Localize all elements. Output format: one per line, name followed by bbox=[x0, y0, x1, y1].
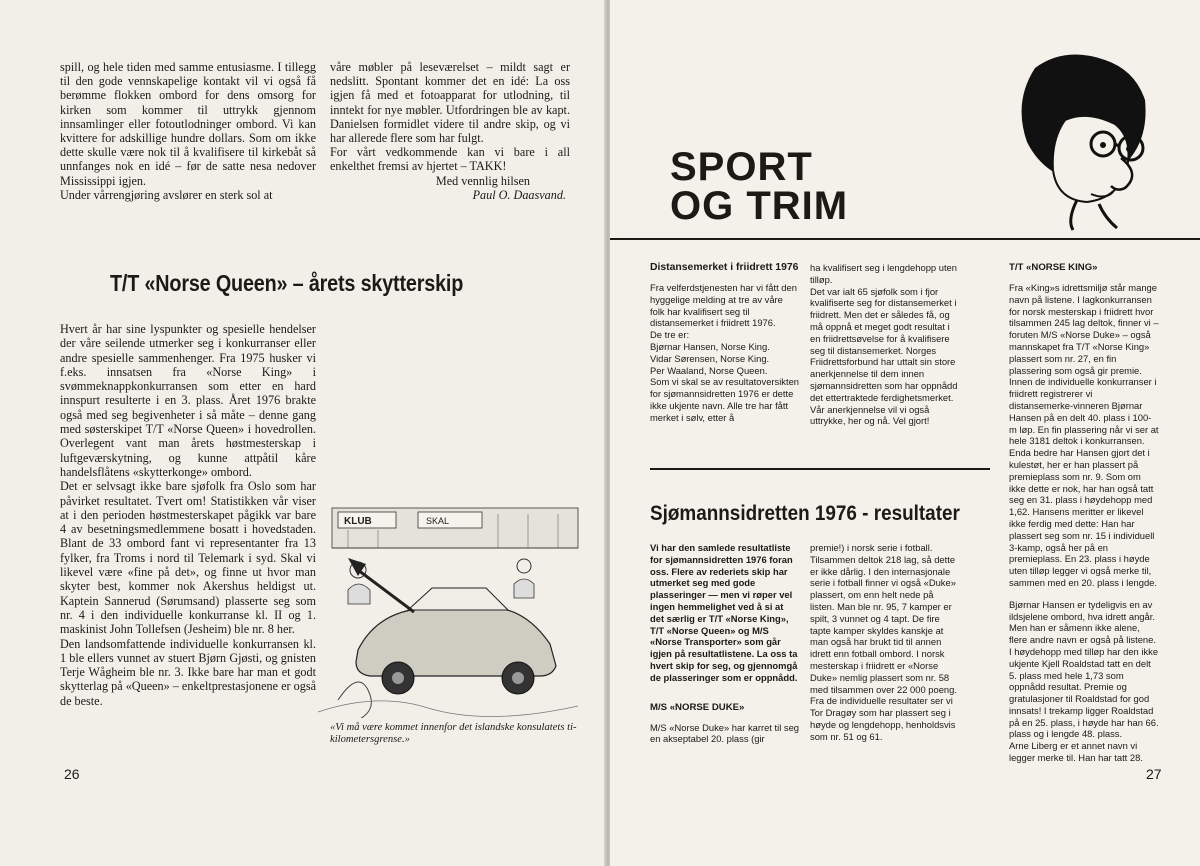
article-rule bbox=[650, 468, 990, 470]
results-col-1 bbox=[650, 542, 800, 745]
paragraph: Vår anerkjennelse vil vi også uttrykke, her og nå. Vel gjort! bbox=[810, 403, 930, 427]
illustration-caption: «Vi må være kommet innenfor det islandske konsulatets ti-kilometersgrense.» bbox=[330, 722, 577, 746]
title-line: OG TRIM bbox=[670, 184, 849, 228]
title-line: SPORT bbox=[670, 145, 813, 189]
article-body bbox=[60, 322, 316, 708]
left-col-1 bbox=[60, 60, 316, 202]
cartoon-car-illustration bbox=[318, 500, 586, 718]
paragraph: premie!) i norsk serie i fotball. bbox=[810, 542, 933, 553]
article-headline: T/T «Norse Queen» – årets skytterskip bbox=[110, 270, 464, 296]
distanse-article bbox=[650, 262, 800, 424]
results-headline: Sjømannsidretten 1976 - resultater bbox=[650, 502, 960, 525]
left-col-2 bbox=[330, 60, 570, 202]
section-title bbox=[670, 145, 849, 228]
signature: Paul O. Daasvand. bbox=[472, 187, 566, 202]
paragraph: For vårt vedkommende kan vi bare i all enkelthet fremsi av hjertet – TAKK! bbox=[330, 145, 570, 174]
signoff: Med vennlig hilsen bbox=[435, 173, 530, 188]
paragraph: ha kvalifisert seg i lengdehopp uten tilløp. bbox=[810, 262, 957, 285]
page-number: 26 bbox=[64, 766, 80, 782]
results-intro: Vi har den samlede resultatliste for sjømannsidretten 1976 foran oss. Flere av rederiets skip har utmerket seg med gode plasseringer — men vi røper vel ingen hemmelighet ved å si at det særlig er T/T «Norse King», T/T «Norse Queen» og M/S «Norse Transporter» som går igjen på resultatlistene. La oss ta hvert skip for seg, og gjennomgå de plasseringer som er oppnådd. bbox=[650, 542, 798, 683]
subheading: T/T «NORSE KING» bbox=[1009, 262, 1098, 273]
paragraph: Bjørnar Hansen, Norse King. bbox=[650, 340, 770, 352]
king-article bbox=[1009, 262, 1159, 764]
sign-text-2: SKAL bbox=[426, 516, 450, 526]
king-text bbox=[1009, 282, 1159, 764]
paragraph: Det var ialt 65 sjøfolk som i fjor kvalifiserte seg for distansemerket i friidrett. Men det er således få, og må oppnå et meget godt resultat i en friidrettsøvelse for å kvalifisere seg til distansemerket. Norges Friidrettsforbund har uttalt sin store anerkjennelse til dem innen sjømannsidretten som har oppnådd det ettertraktede ferdighetsmerket. bbox=[810, 285, 958, 403]
paragraph: spill, og hele tiden med samme entusiasme. I tillegg til den gode vennskapelige kontakt vil vi også få berømme flokken ombord for dens omsorg for kirken som kommer til uttrykk gjennom innsamlinger eller fotoutlodninger ombord. Vi kan kvittere for adskillige hundre dollars. Som om ikke dette skulle være nok til å kvalifisere til kirkebåt så unnfanges nok en idé – før de satte nesa nedover Mississippi igjen. bbox=[60, 60, 316, 188]
paragraph: Bjørnar Hansen er tydeligvis en av ildsjelene ombord, hva idrett angår. Men han er såmenn ikke alene, flere andre navn er også på listene. I høydehopp med tilløp har den ikke ukjente Kjell Roaldstad tatt en delt 5. plass med hele 1,73 som oppnådd resultat. Premie og gratulasjoner til Roaldstad for god innsats! I trekamp ligger Roaldstad på en 25. plass, i høyde har han 66. plass og i lengde 48. plass. bbox=[1009, 598, 1159, 740]
paragraph: Den landsomfattende individuelle konkurransen kl. 1 ble ellers vunnet av stuert Bjørn Gjøsti, og gnisten Terje Wågheim ble nr. 3. Ikke bare har man et godt skytterlag på «Queen» – enkeltprestasjonene er også de beste. bbox=[60, 636, 316, 708]
paragraph: Hvert år har sine lyspunkter og spesielle hendelser der våre seilende utmerker seg i konkurranser eller andre spesielle sammenhenger. Fra 1975 husker vi f.eks. innsatsen fra «Norse King» i svømmeknappkonkurransen som etter en hard innspurt resulterte i en 3. plass. Året 1976 brakte også med seg begivenheter i så måte – denne gang med søsterskipet T/T «Norse Queen» i hovedrollen. Overlegent vant man årets høstmesterskap i luftgeværskytning, og kunne attpåtil kåre handelsflåtens «skytterkonge» ombord. bbox=[60, 322, 316, 479]
sign-text: KLUB bbox=[344, 516, 372, 527]
subheading: Distansemerket i friidrett 1976 bbox=[650, 262, 799, 273]
subheading: M/S «NORSE DUKE» bbox=[650, 701, 745, 713]
paragraph: Arne Liberg er et annet navn vi legger merke til. Han har tatt 28. bbox=[1009, 740, 1143, 764]
page-number: 27 bbox=[1146, 766, 1162, 782]
paragraph: Vidar Sørensen, Norse King. bbox=[650, 352, 770, 364]
right-page bbox=[610, 0, 1200, 866]
paragraph: Som vi skal se av resultatoversikten for sjømannsidretten 1976 er dette ikke ukjente navn. Alle tre har fått merket i sølv, etter å bbox=[650, 376, 800, 423]
paragraph: Tilsammen deltok 218 lag, så dette er ikke dårlig. I den internasjonale serie i fotball finner vi også «Duke» plassert, om enn helt nede på listen. Man ble nr. 95, 7 kamper er spilt, 3 vunnet og 4 tapt. De fire tapte kamper skyldes kanskje at man også har brukt tid til annen idrett enn fotball ombord. I norsk mesterskap i friidrett er «Norse Duke» nemlig plassert som nr. 58 med tilsammen over 22 000 poeng. Fra de individuelle resultater ser vi Tor Dragøy som har plassert seg i høyde og lengdehopp, henholdsvis som nr. 51 og 61. bbox=[810, 553, 957, 742]
paragraph: Per Waaland, Norse Queen. bbox=[650, 364, 768, 376]
paragraph: Fra «King»s idrettsmiljø står mange navn på listene. I lagkonkurransen for norsk mesterskap i friidrett hvor tilsammen 245 lag deltok, finner vi – foruten M/S «Norse Duke» – også mannskapet fra T/T «Norse King» plassert som nr. 27, en fin plassering som også gir premie. Innen de individuelle konkurranser i friidrett registrerer vi distansemerke-vinneren Bjørnar Hansen på en delt 40. plass i 100-m løp. En fin plassering når vi ser at hele 3181 deltok i konkurransen. Enda bedre har Hansen gjort det i kulestøt, her er han plassert på premieplass som nr. 9. Som om ikke dette er nok, har han også tatt seg en 31. plass i høydehopp med 1,62. Hansens meritter er likevel ikke ferdig med dette: Han har plassert seg som nr. 15 i individuell 3-kamp, også her på en premieplass. En 23. plass i høyde uten tilløp legger vi også merke til, sammen med en 20. plass i lengde. bbox=[1009, 282, 1159, 588]
paragraph: våre møbler på leseværelset – mildt sagt er nedslitt. Spontant kommer det en idé: La oss igjen få med et fotoapparat for utlodning, til inntekt for nye møbler. Utfordringen ble av kapt. Danielsen formidlet videre til andre skip, og vi har allerede flere som har fulgt. bbox=[330, 60, 570, 146]
paragraph: Det er selvsagt ikke bare sjøfolk fra Oslo som har påvirket resultatet. Tvert om! Statistikken vår viser at i den perioden høstmesterskapet pågikk var bare 4 av besetningsmedlemmene bosatt i hovedstaden. Blant de 33 ombord fant vi representanter fra 13 fylker, fra Troms i nord til Telemark i syd. Skal vi likevel være «fine på det», og finne ut hvor man skyter best, kommer nok Akershus heldigst ut. Kaptein Sannerud (Sørumsand) plasserte seg som nr. 4 i den individuelle konkurranse kl. II og 1. maskinist John Tollefsen (Jesheim) ble nr. 8 her. bbox=[60, 479, 316, 637]
paragraph: Under vårrengjøring avslører en sterk sol at bbox=[60, 187, 273, 202]
paragraph: Fra velferdstjenesten har vi fått den hyggelige melding at tre av våre folk har kvalifisert seg til distansemerket i friidrett 1976. bbox=[650, 282, 797, 329]
paragraph: De tre er: bbox=[650, 329, 690, 341]
cartoon-face-illustration bbox=[995, 48, 1165, 233]
results-col-2 bbox=[810, 542, 960, 743]
paragraph: M/S «Norse Duke» har karret til seg en akseptabel 20. plass (gir bbox=[650, 721, 800, 745]
section-rule bbox=[610, 238, 1200, 240]
distanse-col-1 bbox=[650, 282, 800, 424]
distanse-col-2 bbox=[810, 262, 960, 427]
